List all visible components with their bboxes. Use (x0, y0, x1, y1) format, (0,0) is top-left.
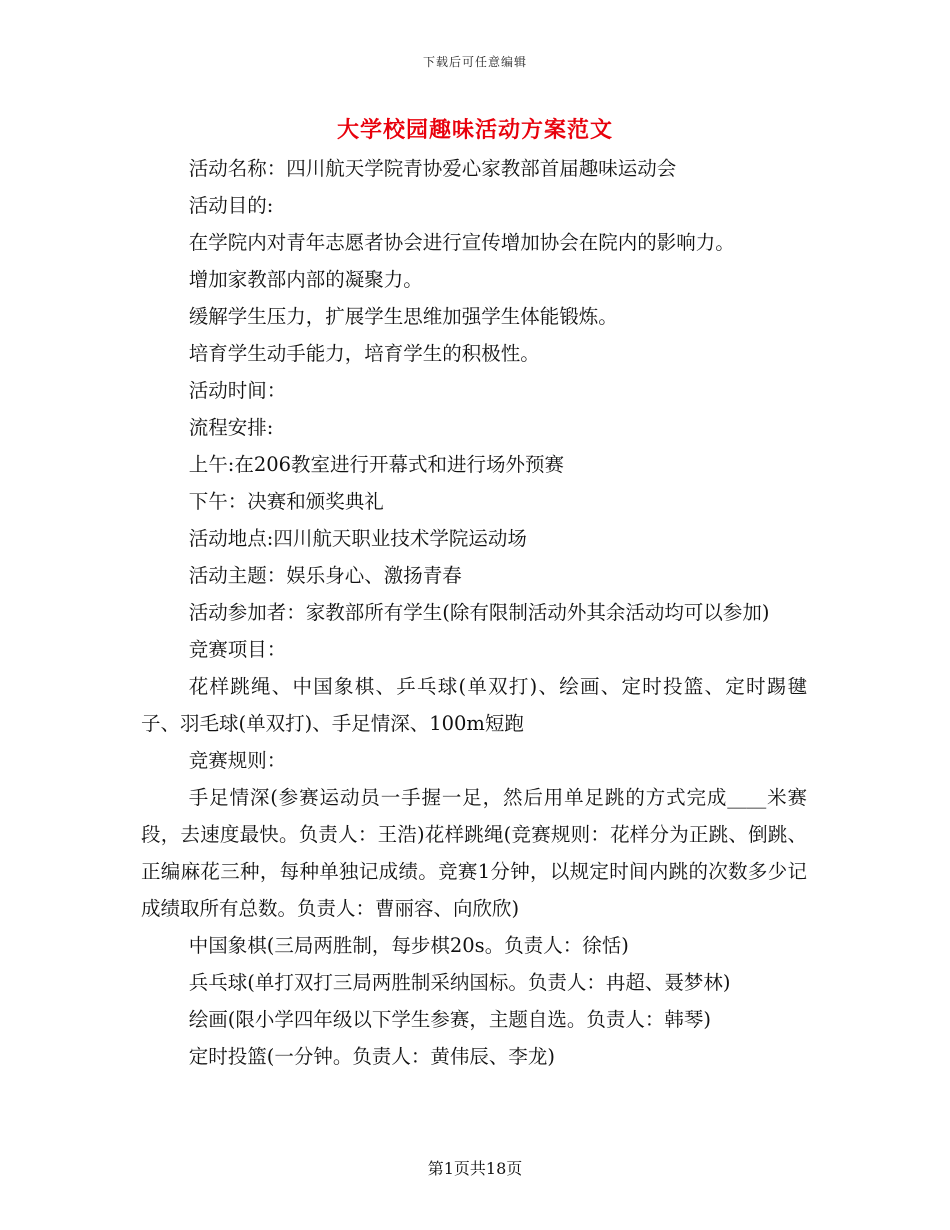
page-indicator: 第1页共18页 (427, 1159, 523, 1178)
paragraph: 活动目的: (188, 194, 274, 217)
paragraph: 活动名称：四川航天学院青协爱心家教部首届趣味运动会 (188, 157, 677, 180)
paragraph: 下午：决赛和颁奖典礼 (188, 490, 384, 513)
paragraph: 绘画(限小学四年级以下学生参赛，主题自选。负责人：韩琴) (188, 1008, 711, 1031)
paragraph: 花样跳绳、中国象棋、乒乓球(单双打)、绘画、定时投篮、定时踢毽子、羽毛球(单双打)、手足情深、100m短跑 (141, 675, 807, 735)
paragraph: 手足情深(参赛运动员一手握一足，然后用单足跳的方式完成____米赛段，去速度最快。负责人：王浩)花样跳绳(竞赛规则：花样分为正跳、倒跳、正编麻花三种，每种单独记成绩。竞赛1分钟，以规定时间内跳的次数多少记成绩取所有总数。负责人：曹丽容、向欣欣) (141, 786, 807, 920)
paragraph: 竞赛规则： (188, 749, 287, 772)
paragraph: 流程安排: (188, 416, 274, 439)
document-body (141, 150, 807, 1075)
paragraph: 增加家教部内部的凝聚力。 (188, 268, 423, 291)
header-note: 下载后可任意编辑 (422, 55, 527, 69)
paragraph: 活动参加者：家教部所有学生(除有限制活动外其余活动均可以参加) (188, 601, 770, 624)
paragraph: 在学院内对青年志愿者协会进行宣传增加协会在院内的影响力。 (188, 231, 735, 254)
paragraph: 活动地点:四川航天职业技术学院运动场 (188, 527, 527, 550)
paragraph: 缓解学生压力，扩展学生思维加强学生体能锻炼。 (188, 305, 618, 328)
paragraph: 活动主题：娱乐身心、激扬青春 (188, 564, 462, 587)
document-title: 大学校园趣味活动方案范文 (336, 117, 613, 143)
paragraph: 上午:在206教室进行开幕式和进行场外预赛 (188, 453, 565, 476)
paragraph: 培育学生动手能力，培育学生的积极性。 (188, 342, 540, 365)
paragraph: 竞赛项目： (188, 638, 287, 661)
paragraph: 定时投篮(一分钟。负责人：黄伟辰、李龙) (188, 1045, 555, 1068)
paragraph: 活动时间： (188, 379, 287, 402)
paragraph: 中国象棋(三局两胜制，每步棋20s。负责人：徐恬) (188, 934, 629, 957)
paragraph: 兵乓球(单打双打三局两胜制采纳国标。负责人：冉超、聂梦林) (188, 971, 731, 994)
